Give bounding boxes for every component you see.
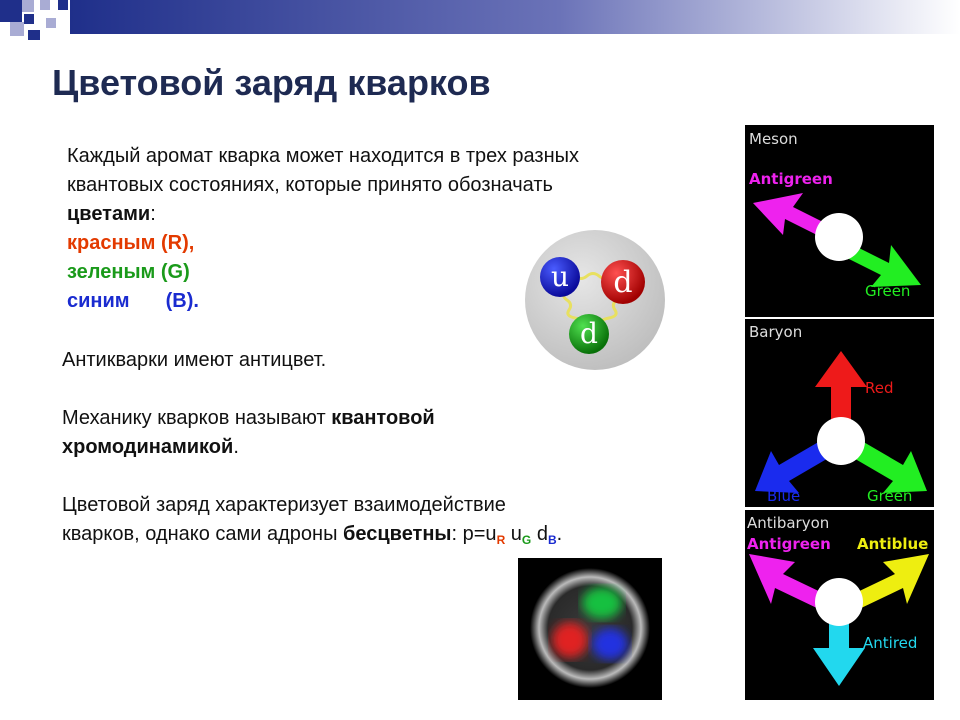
colorless-bold: бесцветны (343, 523, 452, 545)
quark-u-label: u (550, 260, 570, 293)
sub-g: G (521, 533, 532, 547)
meson-antigreen-label: Antigreen (749, 170, 833, 188)
formula-u: u (505, 523, 522, 545)
antibaryon-title: Antibaryon (747, 514, 830, 532)
header-bar (0, 0, 960, 40)
proton-diagram (515, 220, 675, 380)
qcd-post: . (233, 436, 239, 458)
qcd-bold-2: хромодинамикой (62, 436, 234, 458)
center-circle (815, 578, 863, 626)
formula-start: : p=u (451, 523, 497, 545)
intro-line-3 (67, 200, 156, 229)
baryon-red-label: Red (865, 379, 894, 397)
quark-d-red-label: d (613, 265, 633, 300)
qcd-bold-1: квантовой (331, 407, 435, 429)
red-label: красным (R), (67, 232, 195, 254)
sub-b: B (547, 533, 557, 547)
antibaryon-panel (745, 510, 934, 700)
baryon-blue-label: Blue (767, 487, 801, 505)
baryon-title: Baryon (749, 323, 803, 341)
meson-green-label: Green (865, 282, 911, 300)
qcd-line-2 (62, 433, 239, 462)
green-label: зеленым (G) (67, 261, 190, 283)
formula-end: . (556, 523, 563, 545)
antibaryon-antiblue-label: Antiblue (857, 535, 929, 553)
formula-d: d (531, 523, 548, 545)
sub-r: R (496, 533, 506, 547)
colorless-line-2 (62, 520, 562, 555)
antiquarks-text: Антикварки имеют антицвет. (62, 349, 327, 371)
qcd-pre: Механику кварков называют (62, 407, 332, 429)
intro-line-1: Каждый аромат кварка может находится в трех разных (67, 145, 580, 167)
blue-code: (B). (165, 290, 199, 312)
meson-title: Meson (749, 130, 798, 148)
intro-line-2: квантовых состояниях, которые принято обозначать (67, 174, 553, 196)
colorless-pre: кварков, однако сами адроны (62, 523, 344, 545)
meson-panel (745, 125, 934, 317)
colors-word: цветами (67, 203, 151, 225)
colon: : (150, 203, 156, 225)
colorless-line-1: Цветовой заряд характеризует взаимодействие (62, 494, 506, 516)
blue-word: синим (67, 290, 130, 312)
baryon-green-label: Green (867, 487, 913, 505)
slide-title: Цветовой заряд кварков (52, 62, 491, 103)
antibaryon-antigreen-label: Antigreen (747, 535, 831, 553)
center-circle (815, 213, 863, 261)
baryon-panel (745, 319, 934, 507)
quark-d-green-label: d (580, 317, 598, 350)
blue-label (67, 287, 199, 316)
proton-glow-image (518, 558, 662, 700)
antibaryon-antired-label: Antired (863, 634, 918, 652)
center-circle (817, 417, 865, 465)
qcd-line-1 (62, 404, 435, 433)
